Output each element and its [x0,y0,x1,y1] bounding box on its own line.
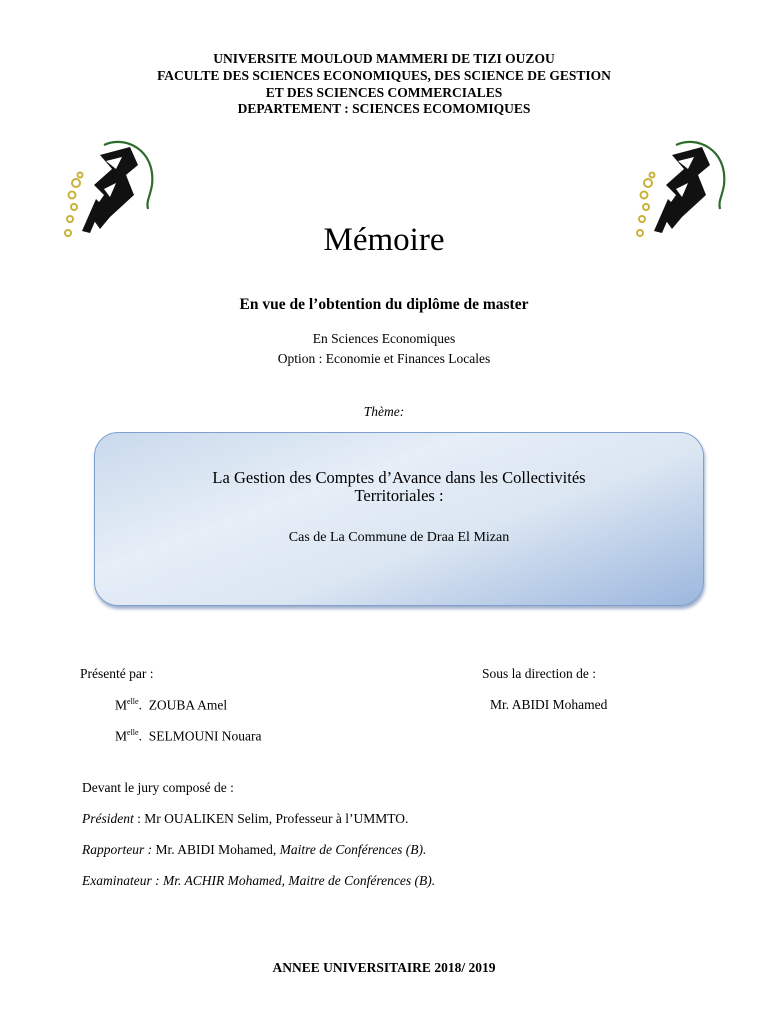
option-line [0,351,768,367]
university-name: UNIVERSITE MOULOUD MAMMERI DE TIZI OUZOU [213,51,555,66]
academic-year: ANNEE UNIVERSITAIRE 2018/ 2019 [272,960,496,975]
degree-subtitle: En vue de l’obtention du diplôme de master [239,296,529,313]
field-of-study: En Sciences Economiques [312,331,456,346]
document-title: Mémoire [323,222,445,258]
jury-examinateur: Examinateur : Mr. ACHIR Mohamed, Maitre de Conférences (B). [82,873,436,888]
supervisor-label: Sous la direction de : [482,666,596,681]
theme-title-line2: Territoriales : [354,486,444,505]
theme-title-line1: La Gestion des Comptes d’Avance dans les Collectivités [212,468,586,487]
option-label: Option : [277,351,323,366]
student-2: $M^{elle}$. SELMOUNI Nouara [115,728,262,744]
jury-rapporteur: Rapporteur : Mr. ABIDI Mohamed, Maitre de Conférences (B). [82,842,427,857]
option-value: Economie et Finances Locales [325,351,491,366]
jury-label: Devant le jury composé de : [82,780,234,795]
theme-box [94,432,704,606]
department-name: DEPARTEMENT : SCIENCES ECOMOMIQUES [237,101,531,116]
faculty-name: FACULTE DES SCIENCES ECONOMIQUES, DES SCIENCE DE GESTION [157,68,611,83]
supervisor-name: Mr. ABIDI Mohamed [490,697,608,712]
jury-president: Président : Mr OUALIKEN Selim, Professeur à l’UMMTO. [82,811,409,826]
faculty-name-cont: ET DES SCIENCES COMMERCIALES [265,85,503,100]
theme-label: Thème: [363,404,405,419]
presented-by-label: Présenté par : [80,666,154,681]
theme-case: Cas de La Commune de Draa El Mizan [288,530,510,545]
student-1: $M^{elle}$. ZOUBA Amel [115,697,228,713]
